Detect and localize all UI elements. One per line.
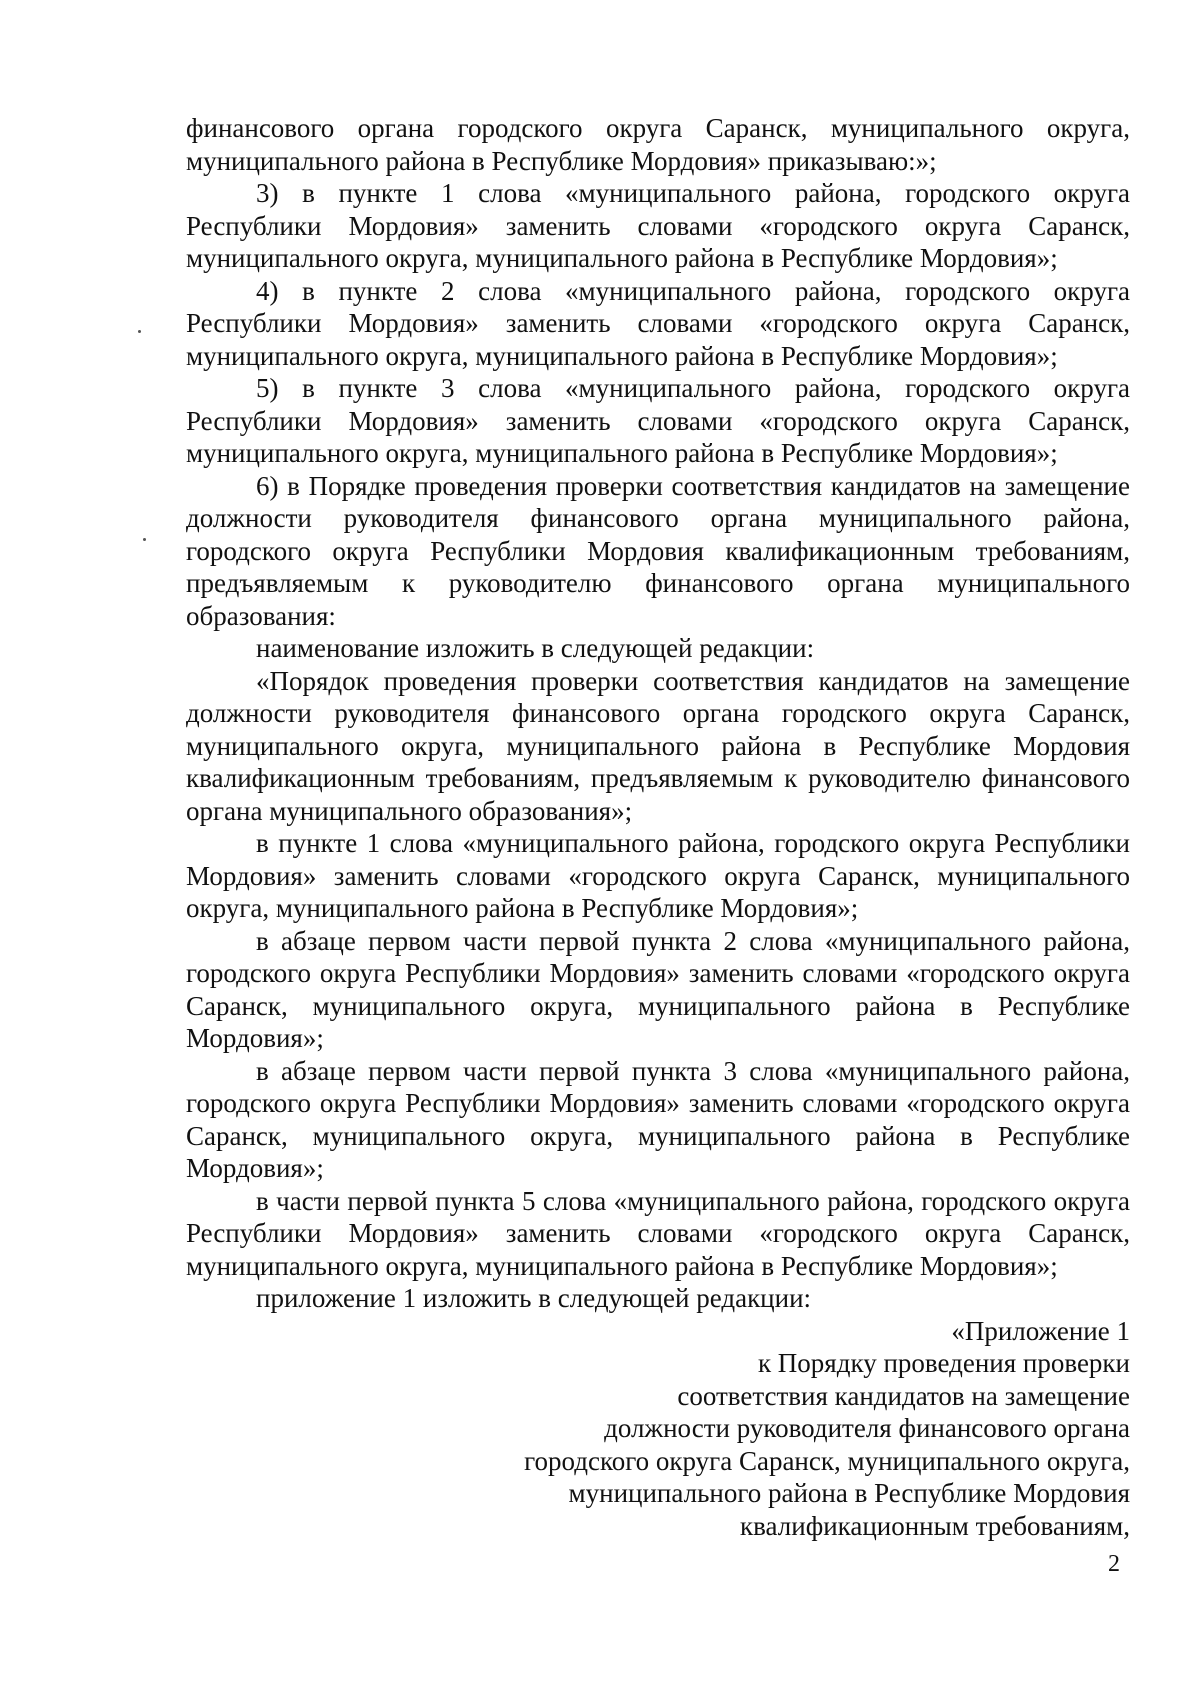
appendix-line: муниципального района в Республике Мордовия [568, 1478, 1130, 1508]
paragraph-point-2: в абзаце первом части первой пункта 2 слова «муниципального района, городского округа Республики Мордовия» заменить словами «городского округа Саранск, муниципального округа, муниципального района в Республике Мордовия»; [186, 925, 1130, 1053]
appendix-line: квалификационным требованиям, [740, 1510, 1130, 1541]
paragraph-point-1: в пункте 1 слова «муниципального района, городского округа Республики Мордовия» заменить словами «городского округа Саранск, муниципального округа, муниципального района в Республике Мордовия»; [186, 828, 1130, 923]
paragraph-appendix-intro: приложение 1 изложить в следующей редакции: [256, 1283, 812, 1313]
appendix-line: должности руководителя финансового органа [604, 1413, 1130, 1443]
paragraph-continuation: финансового органа городского округа Саранск, муниципального округа, муниципального района в Республике Мордовия» приказываю:»; [186, 113, 1130, 176]
paragraph-title-change: наименование изложить в следующей редакции: [256, 633, 815, 663]
appendix-line: «Приложение 1 [951, 1315, 1130, 1346]
paragraph-point-3: в абзаце первом части первой пункта 3 слова «муниципального района, городского округа Республики Мордовия» заменить словами «городского округа Саранск, муниципального округа, муниципального района в Республике Мордовия»; [186, 1055, 1130, 1183]
appendix-line: городского округа Саранск, муниципального округа, [524, 1445, 1130, 1476]
page-number: 2 [1108, 1551, 1120, 1577]
appendix-line: соответствия кандидатов на замещение [677, 1380, 1130, 1411]
paragraph-item-6: 6) в Порядке проведения проверки соответствия кандидатов на замещение должности руководителя финансового органа муниципального района, городского округа Республики Мордовия квалификационным требованиям, предъявляемым к руководителю финансового органа муниципального образования: [186, 470, 1130, 631]
paragraph-item-5: 5) в пункте 3 слова «муниципального района, городского округа Республики Мордовия» заменить словами «городского округа Саранск, муниципального округа, муниципального района в Республике Мордовия»; [186, 373, 1130, 468]
scan-speck [143, 538, 146, 541]
paragraph-point-5: в части первой пункта 5 слова «муниципального района, городского округа Республики Мордовия» заменить словами «городского округа Саранск, муниципального округа, муниципального района в Республике Мордовия»; [186, 1185, 1130, 1281]
paragraph-item-4: 4) в пункте 2 слова «муниципального района, городского округа Республики Мордовия» заменить словами «городского округа Саранск, муниципального округа, муниципального района в Республике Мордовия»; [186, 275, 1130, 371]
paragraph-new-title: «Порядок проведения проверки соответствия кандидатов на замещение должности руководителя финансового органа городского округа Саранск, муниципального округа, муниципального района в Республике Мордовия квалификационным требованиям, предъявляемым к руководителю финансового органа муниципального образования»; [186, 665, 1130, 826]
paragraph-item-3: 3) в пункте 1 слова «муниципального района, городского округа Республики Мордовия» заменить словами «городского округа Саранск, муниципального округа, муниципального района в Республике Мордовия»; [186, 178, 1130, 273]
appendix-header [186, 1315, 1130, 1543]
document-body [186, 112, 1130, 1542]
appendix-line: к Порядку проведения проверки [757, 1348, 1130, 1378]
scan-speck [138, 330, 141, 333]
